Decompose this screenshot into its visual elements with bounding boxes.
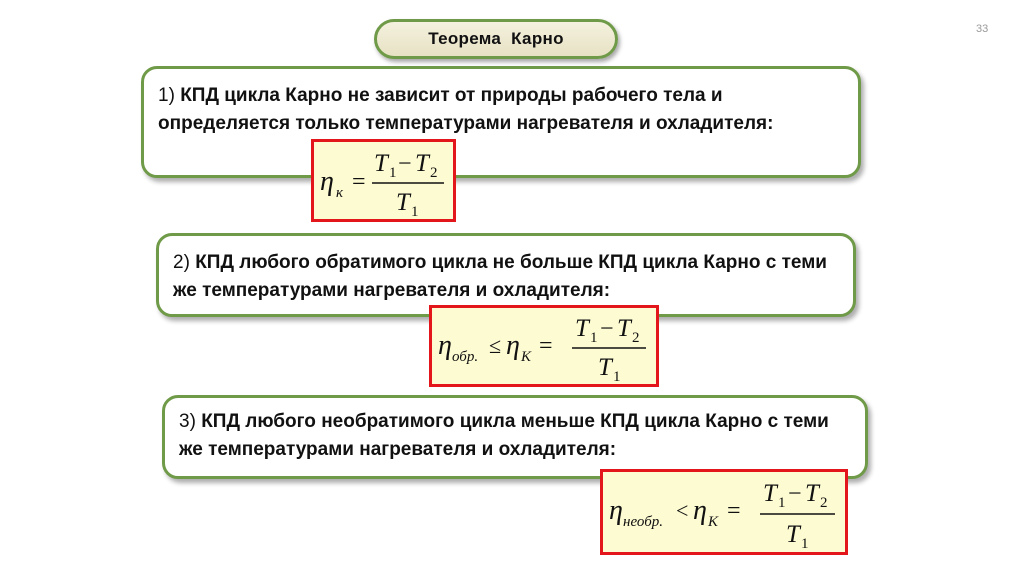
minus-sign: − <box>398 151 412 177</box>
formula-reversible-cycle <box>429 305 659 387</box>
minus-sign: − <box>600 316 614 342</box>
statement-1-text: КПД цикла Карно не зависит от природы рабочего тела и определяется только температурами нагревателя и охладителя: <box>158 85 774 134</box>
numerator-t1-index: 1 <box>778 495 786 511</box>
equals-sign: = <box>352 169 366 195</box>
denominator-t1: T <box>786 521 800 548</box>
numerator-t2: T <box>415 150 429 177</box>
eta-subscript: необр. <box>623 514 663 530</box>
slide-title <box>374 19 618 59</box>
equals-sign: = <box>727 498 741 524</box>
denominator-t1-index: 1 <box>801 536 809 552</box>
statement-1-number: 1) <box>158 85 181 106</box>
less-than-sign: < <box>676 498 689 523</box>
eta-symbol: η <box>609 495 623 526</box>
denominator-t1: T <box>598 354 612 381</box>
numerator-t2: T <box>805 480 819 507</box>
less-or-equal-sign: ≤ <box>489 333 502 358</box>
eta-carnot-subscript: К <box>708 514 718 530</box>
eta-subscript: к <box>336 185 344 201</box>
eta-carnot-symbol: η <box>693 495 707 526</box>
denominator-t1-index: 1 <box>411 204 419 219</box>
eta-carnot-symbol: η <box>506 330 520 361</box>
numerator-t2-index: 2 <box>430 165 438 181</box>
numerator-t1: T <box>374 150 388 177</box>
eta-symbol: η <box>320 166 334 197</box>
formula-carnot-efficiency <box>311 139 456 222</box>
numerator-t2-index: 2 <box>820 495 828 511</box>
numerator-t1: T <box>763 480 777 507</box>
statement-2-number: 2) <box>173 252 196 273</box>
numerator-t1: T <box>575 315 589 342</box>
numerator-t2-index: 2 <box>632 330 640 346</box>
equals-sign: = <box>539 333 553 359</box>
denominator-t1: T <box>396 189 410 216</box>
slide-title-text: Теорема Карно <box>428 29 564 48</box>
statement-3-number: 3) <box>179 411 202 432</box>
slide-number: 33 <box>976 23 989 35</box>
denominator-t1-index: 1 <box>613 369 621 384</box>
minus-sign: − <box>788 481 802 507</box>
statement-2-text: КПД любого обратимого цикла не больше КПД цикла Карно с теми же температурами нагревателя и охладителя: <box>173 252 827 301</box>
statement-3 <box>162 395 868 479</box>
eta-symbol: η <box>438 330 452 361</box>
eta-carnot-subscript: К <box>521 349 531 365</box>
formula-irreversible-cycle <box>600 469 848 555</box>
statement-1 <box>141 66 861 178</box>
numerator-t1-index: 1 <box>389 165 397 181</box>
numerator-t2: T <box>617 315 631 342</box>
statement-3-text: КПД любого необратимого цикла меньше КПД цикла Карно с теми же температурами нагревателя и охладителя: <box>179 411 829 460</box>
eta-subscript: обр. <box>452 349 479 365</box>
numerator-t1-index: 1 <box>590 330 598 346</box>
